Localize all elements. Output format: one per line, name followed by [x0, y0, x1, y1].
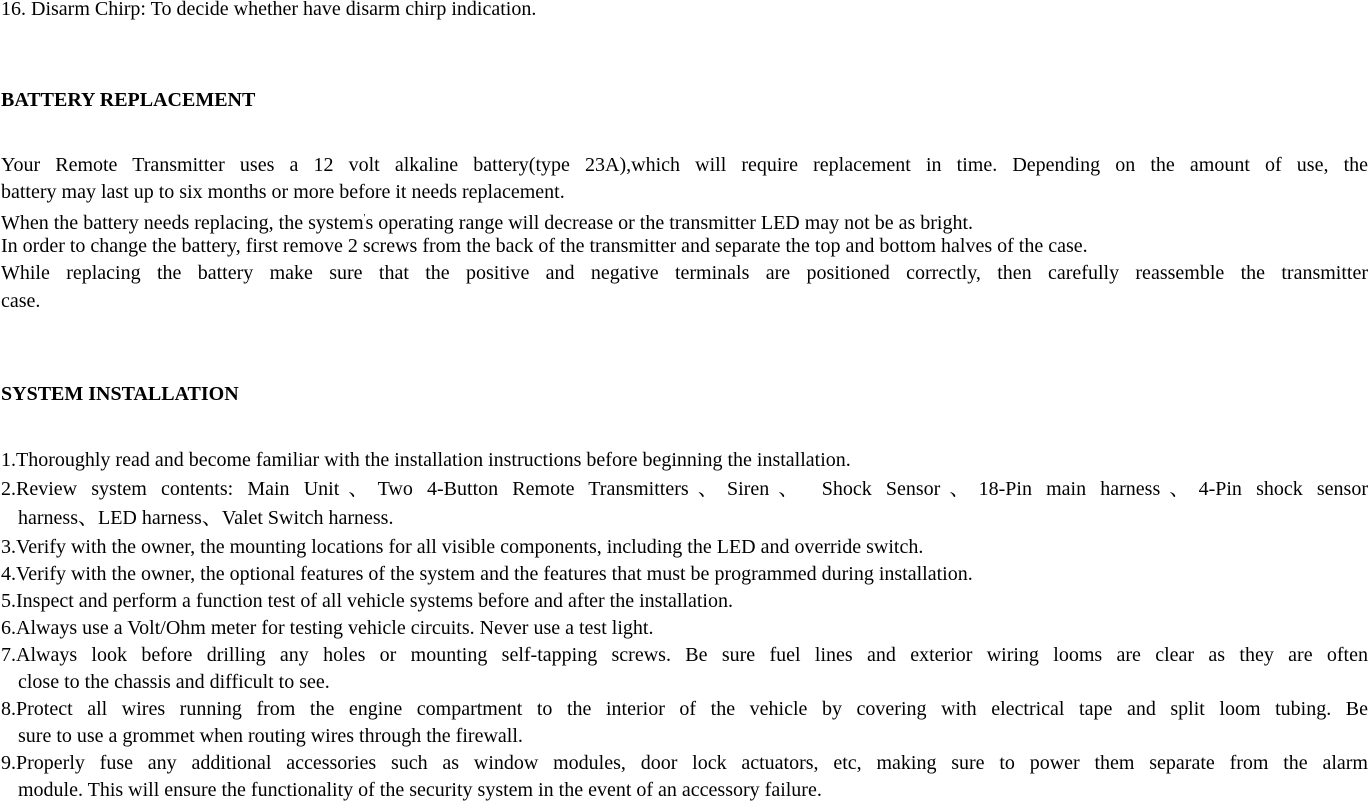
battery-paragraph-3: In order to change the battery, first remove 2 screws from the back of the transmitter and separate the top and bottom halves of the case. [1, 235, 1088, 257]
battery-replacement-heading: BATTERY REPLACEMENT [1, 89, 256, 111]
battery-paragraph-1-line-1: Your Remote Transmitter uses a 12 volt alkaline battery(type 23A),which will require replacement in time. Depending on the amount of use, the [1, 154, 1368, 176]
installation-item-7-line-2: close to the chassis and difficult to see. [18, 671, 330, 693]
battery-paragraph-1-line-2: battery may last up to six months or more before it needs replacement. [1, 181, 565, 203]
installation-item-8-line-1: 8.Protect all wires running from the engine compartment to the interior of the vehicle by covering with electrical tape and split loom tubing. Be [1, 698, 1368, 720]
battery-paragraph-4-line-1: While replacing the battery make sure that the positive and negative terminals are positioned correctly, then carefully reassemble the transmitter [1, 262, 1368, 284]
battery-paragraph-4-line-2: case. [1, 290, 41, 312]
installation-item-4: 4.Verify with the owner, the optional features of the system and the features that must be programmed during installation. [1, 563, 973, 585]
installation-item-1: 1.Thoroughly read and become familiar with the installation instructions before beginning the installation. [1, 449, 851, 471]
disarm-chirp-item: 16. Disarm Chirp: To decide whether have disarm chirp indication. [1, 0, 537, 20]
installation-item-9-line-1: 9.Properly fuse any additional accessories such as window modules, door lock actuators, etc, making sure to power them separate from the alarm [1, 752, 1368, 774]
installation-item-6: 6.Always use a Volt/Ohm meter for testing vehicle circuits. Never use a test light. [1, 617, 654, 639]
installation-item-9-line-2: module. This will ensure the functionality of the security system in the event of an accessory failure. [18, 779, 822, 801]
installation-item-3: 3.Verify with the owner, the mounting locations for all visible components, including the LED and override switch. [1, 536, 924, 558]
installation-item-5: 5.Inspect and perform a function test of all vehicle systems before and after the installation. [1, 590, 733, 612]
system-installation-heading: SYSTEM INSTALLATION [1, 383, 239, 405]
apostrophe-mark: ' [363, 213, 366, 224]
installation-item-7-line-1: 7.Always look before drilling any holes or mounting self-tapping screws. Be sure fuel lines and exterior wiring looms are clear as they are often [1, 644, 1368, 666]
battery-paragraph-2 [1, 207, 973, 235]
battery-paragraph-2-part-2: s operating range will decrease or the transmitter LED may not be as bright. [365, 212, 974, 234]
installation-item-2-line-2: harness、LED harness、Valet Switch harness. [18, 507, 394, 529]
battery-paragraph-2-part-1: When the battery needs replacing, the system [1, 212, 364, 234]
installation-item-2-line-1: 2.Review system contents: Main Unit、Two 4-Button Remote Transmitters、Siren、 Shock Sensor、18-Pin main harness、4-Pin shock sensor [1, 478, 1368, 500]
installation-item-8-line-2: sure to use a grommet when routing wires through the firewall. [18, 725, 523, 747]
